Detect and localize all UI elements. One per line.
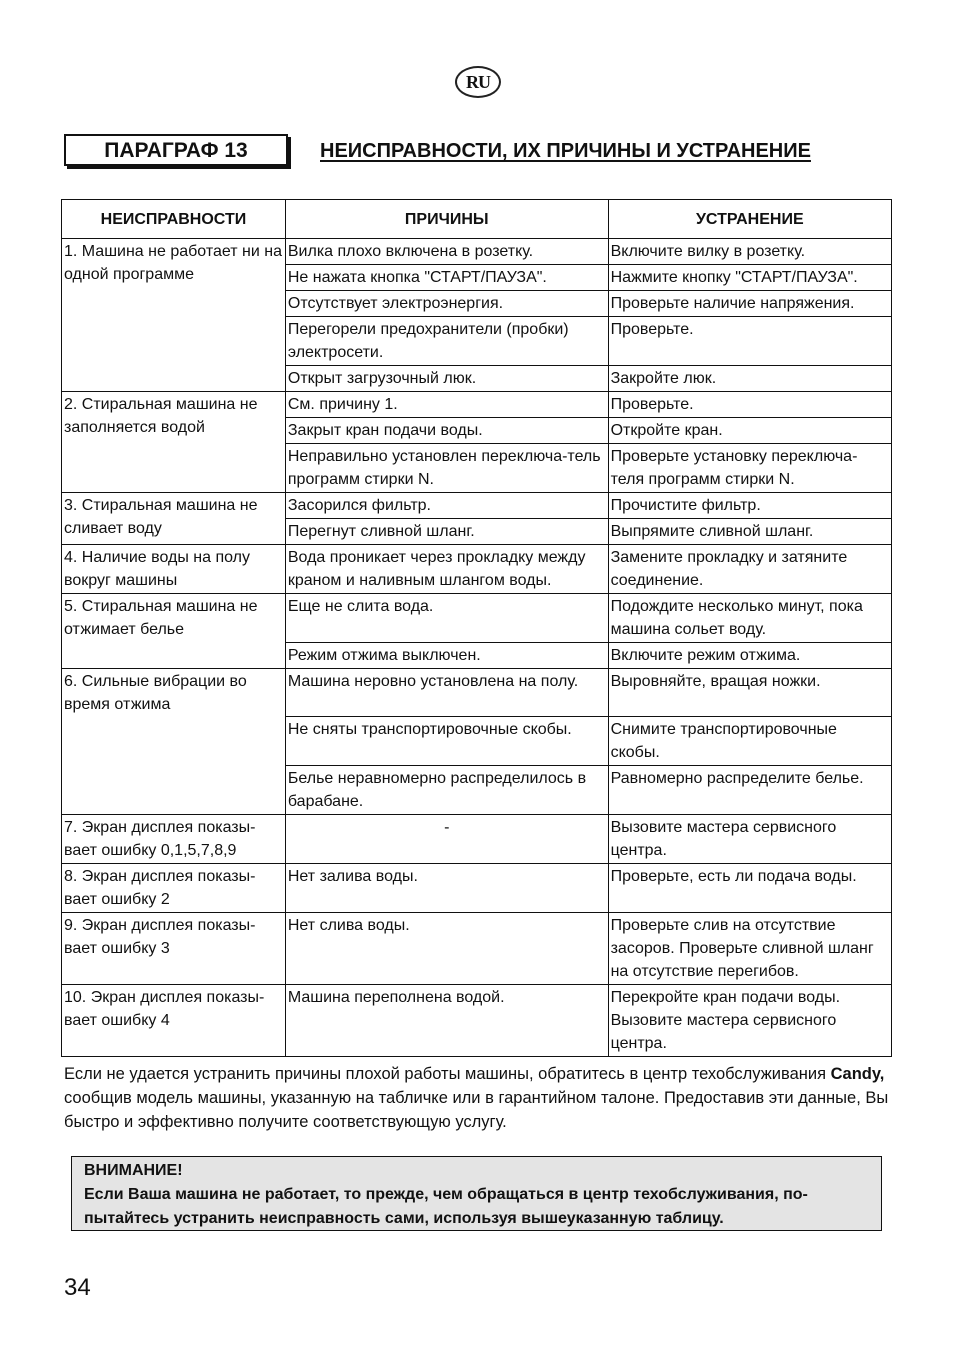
warning-text: Если Ваша машина не работает, то прежде, чем обращаться в центр техобслуживания, по-пытайтесь устранить неисправность сами, используя вышеуказанную таблицу. (84, 1186, 808, 1227)
table-row (62, 864, 892, 913)
remedy-cell: Включите вилку в розетку. (608, 239, 891, 265)
brand-name: Candy, (830, 1065, 885, 1083)
remedy-cell: Проверьте, есть ли подача воды. (608, 864, 891, 913)
cause-cell: Нет залива воды. (285, 864, 608, 913)
cause-cell: Засорился фильтр. (285, 493, 608, 519)
remedy-cell: Проверьте наличие напряжения. (608, 291, 891, 317)
remedy-cell: Вызовите мастера сервисного центра. (608, 815, 891, 864)
troubleshooting-table (61, 199, 892, 1057)
remedy-cell: Проверьте. (608, 317, 891, 366)
fault-cell: 8. Экран дисплея показы-вает ошибку 2 (62, 864, 286, 913)
table-row (62, 669, 892, 717)
service-note-text-continued: сообщив модель машины, указанную на табличке или в гарантийном талоне. Предоставив эти данные, Вы быстро и эффективно получите соответствующую услугу. (64, 1089, 889, 1131)
fault-cell: 9. Экран дисплея показы-вает ошибку 3 (62, 913, 286, 985)
remedy-cell: Выровняйте, вращая ножки. (608, 669, 891, 717)
cause-cell: Белье неравномерно распределилось в барабане. (285, 766, 608, 815)
remedy-cell: Перекройте кран подачи воды. Вызовите мастера сервисного центра. (608, 985, 891, 1057)
fault-cell: 1. Машина не работает ни на одной программе (62, 239, 286, 392)
remedy-cell: Нажмите кнопку "СТАРТ/ПАУЗА". (608, 265, 891, 291)
warning-box (71, 1156, 882, 1231)
cause-cell: Режим отжима выключен. (285, 643, 608, 669)
cause-cell: Закрыт кран подачи воды. (285, 418, 608, 444)
header-remedies: УСТРАНЕНИЕ (608, 200, 891, 239)
cause-cell: Открыт загрузочный люк. (285, 366, 608, 392)
remedy-cell: Проверьте слив на отсутствие засоров. Проверьте сливной шланг на отсутствие перегибов. (608, 913, 891, 985)
cause-cell: Машина переполнена водой. (285, 985, 608, 1057)
fault-cell: 2. Стиральная машина не заполняется водой (62, 392, 286, 493)
cause-cell: Не нажата кнопка "СТАРТ/ПАУЗА". (285, 265, 608, 291)
table-row (62, 493, 892, 519)
table-header-row (62, 200, 892, 239)
cause-cell: Нет слива воды. (285, 913, 608, 985)
remedy-cell: Подождите несколько минут, пока машина сольет воду. (608, 594, 891, 643)
paragraph-label: ПАРАГРАФ 13 (64, 134, 288, 166)
fault-cell: 6. Сильные вибрации во время отжима (62, 669, 286, 815)
table-row (62, 913, 892, 985)
language-badge: RU (455, 66, 501, 98)
cause-cell: Неправильно установлен переключа-тель программ стирки N. (285, 444, 608, 493)
service-note-text: Если не удается устранить причины плохой работы машины, обратитесь в центр техобслуживания (64, 1065, 831, 1083)
service-note (64, 1062, 894, 1134)
header-causes: ПРИЧИНЫ (285, 200, 608, 239)
remedy-cell: Снимите транспортировочные скобы. (608, 717, 891, 766)
fault-cell: 7. Экран дисплея показы-вает ошибку 0,1,5,7,8,9 (62, 815, 286, 864)
table-row (62, 815, 892, 864)
cause-cell: Отсутствует электроэнергия. (285, 291, 608, 317)
table-row (62, 985, 892, 1057)
remedy-cell: Замените прокладку и затяните соединение. (608, 545, 891, 594)
header-faults: НЕИСПРАВНОСТИ (62, 200, 286, 239)
cause-cell: Перегнут сливной шланг. (285, 519, 608, 545)
remedy-cell: Проверьте установку переключа-теля программ стирки N. (608, 444, 891, 493)
remedy-cell: Проверьте. (608, 392, 891, 418)
remedy-cell: Выпрямите сливной шланг. (608, 519, 891, 545)
table-row (62, 545, 892, 594)
remedy-cell: Откройте кран. (608, 418, 891, 444)
table-row (62, 239, 892, 265)
remedy-cell: Закройте люк. (608, 366, 891, 392)
cause-cell: Перегорели предохранители (пробки) электросети. (285, 317, 608, 366)
table-row (62, 594, 892, 643)
cause-cell: Машина неровно установлена на полу. (285, 669, 608, 717)
fault-cell: 10. Экран дисплея показы-вает ошибку 4 (62, 985, 286, 1057)
page-number: 34 (64, 1274, 91, 1301)
cause-cell: См. причину 1. (285, 392, 608, 418)
remedy-cell: Равномерно распределите белье. (608, 766, 891, 815)
fault-cell: 3. Стиральная машина не сливает воду (62, 493, 286, 545)
cause-cell: Вилка плохо включена в розетку. (285, 239, 608, 265)
cause-cell: Не сняты транспортировочные скобы. (285, 717, 608, 766)
page-title: НЕИСПРАВНОСТИ, ИХ ПРИЧИНЫ И УСТРАНЕНИЕ (320, 140, 811, 162)
fault-cell: 5. Стиральная машина не отжимает белье (62, 594, 286, 669)
remedy-cell: Прочистите фильтр. (608, 493, 891, 519)
warning-title: ВНИМАНИЕ! (84, 1162, 183, 1179)
cause-cell: Вода проникает через прокладку между краном и наливным шлангом воды. (285, 545, 608, 594)
cause-cell: Еще не слита вода. (285, 594, 608, 643)
table-row (62, 392, 892, 418)
remedy-cell: Включите режим отжима. (608, 643, 891, 669)
fault-cell: 4. Наличие воды на полу вокруг машины (62, 545, 286, 594)
cause-cell: - (285, 815, 608, 864)
